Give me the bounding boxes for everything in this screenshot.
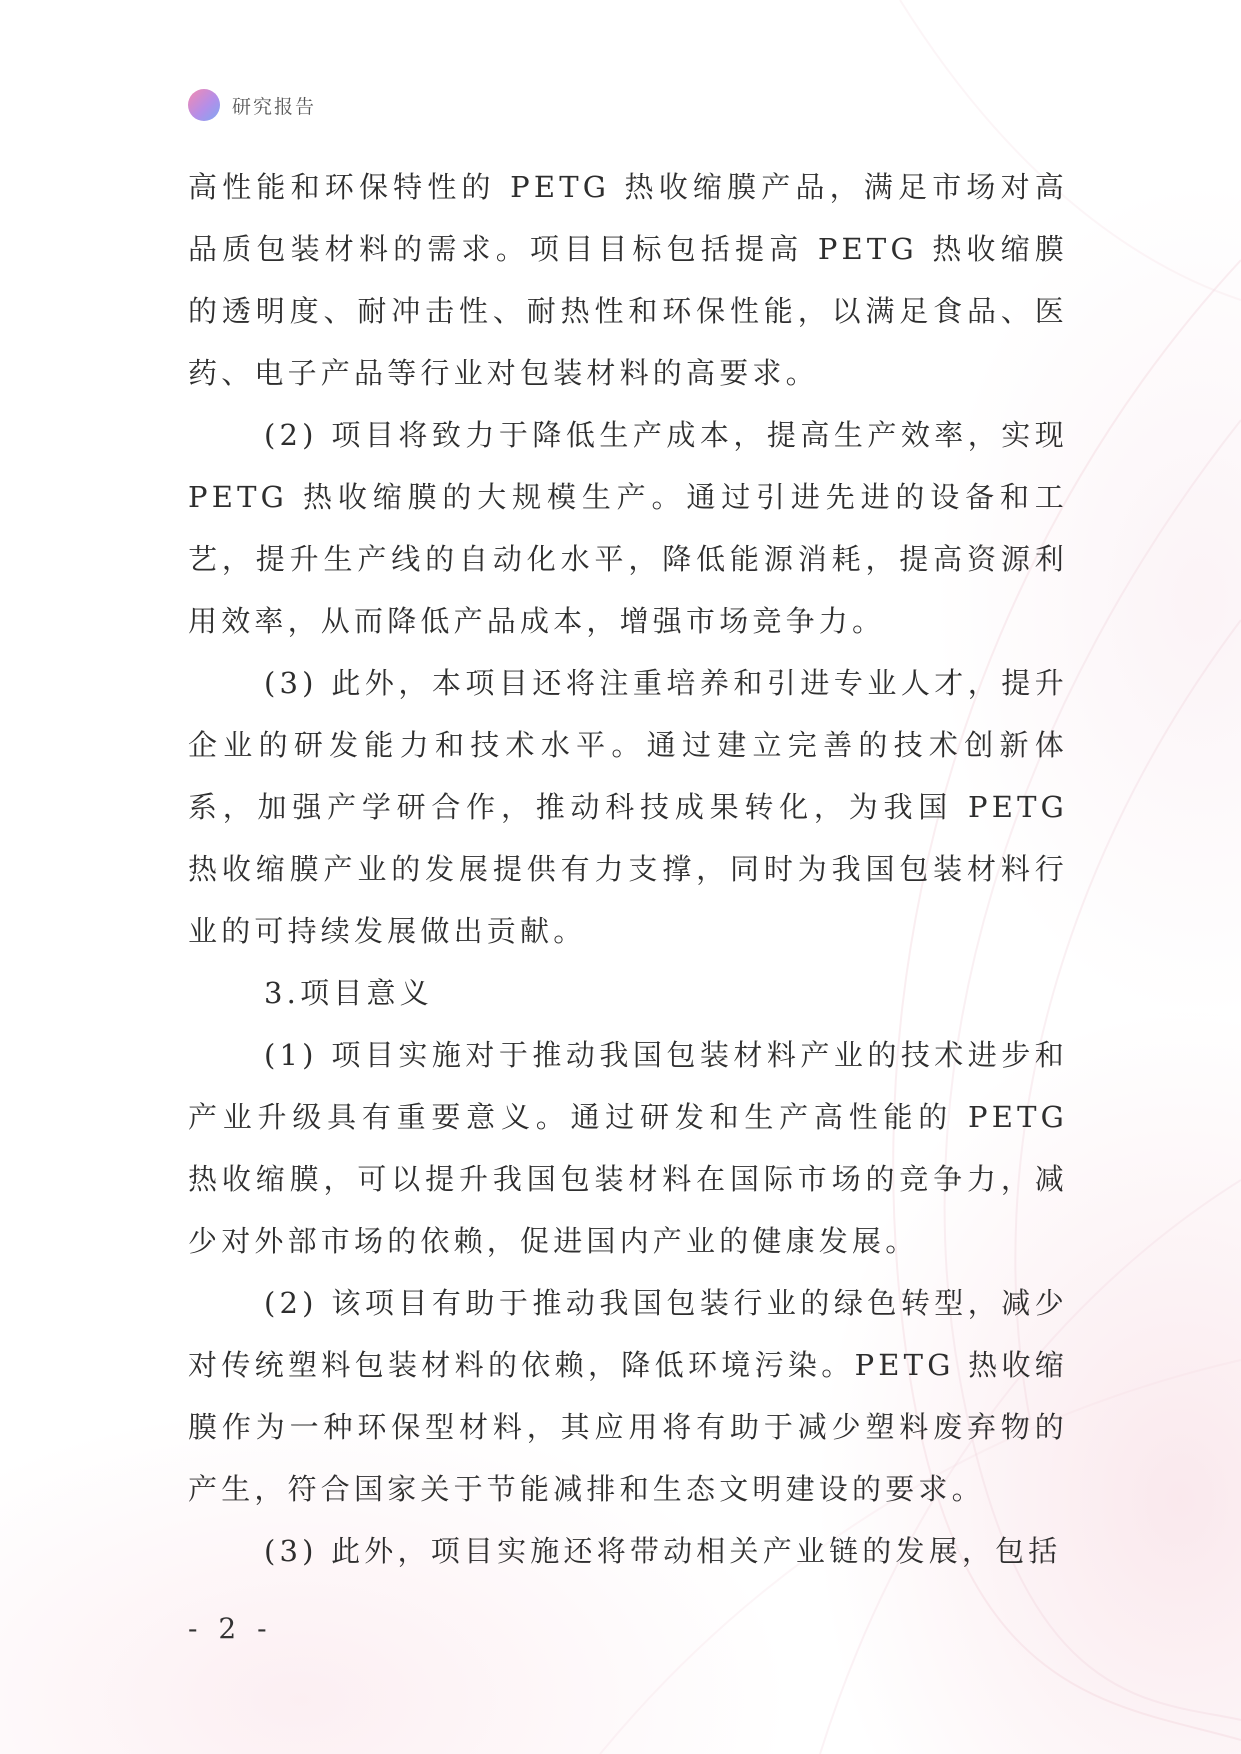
report-header	[188, 88, 316, 122]
page-number: - 2 -	[188, 1612, 273, 1645]
header-title: 研究报告	[232, 95, 317, 118]
paragraph-goal-3: (3) 此外，本项目还将注重培养和引进专业人才，提升企业的研发能力和技术水平。通过建立完善的技术创新体系，加强产学研合作，推动科技成果转化，为我国 PETG 热收缩膜产业的发展提供有力支撑，同时为我国包装材料行业的可持续发展做出贡献。	[188, 666, 1068, 948]
document-body	[188, 156, 1068, 1582]
logo-circle-icon	[188, 89, 220, 121]
paragraph-continuation: 高性能和环保特性的 PETG 热收缩膜产品，满足市场对高品质包装材料的需求。项目目标包括提高 PETG 热收缩膜的透明度、耐冲击性、耐热性和环保性能，以满足食品、医药、电子产品等行业对包装材料的高要求。	[188, 170, 1068, 390]
paragraph-significance-3: (3) 此外，项目实施还将带动相关产业链的发展，包括	[264, 1534, 1062, 1568]
paragraph-goal-2: (2) 项目将致力于降低生产成本，提高生产效率，实现 PETG 热收缩膜的大规模生产。通过引进先进的设备和工艺，提升生产线的自动化水平，降低能源消耗，提高资源利用效率，从而降低产品成本，增强市场竞争力。	[188, 418, 1068, 638]
paragraph-significance-2: (2) 该项目有助于推动我国包装行业的绿色转型，减少对传统塑料包装材料的依赖，降低环境污染。PETG 热收缩膜作为一种环保型材料，其应用将有助于减少塑料废弃物的产生，符合国家关于节能减排和生态文明建设的要求。	[188, 1286, 1068, 1506]
paragraph-significance-1: (1) 项目实施对于推动我国包装材料产业的技术进步和产业升级具有重要意义。通过研发和生产高性能的 PETG 热收缩膜，可以提升我国包装材料在国际市场的竞争力，减少对外部市场的依赖，促进国内产业的健康发展。	[188, 1038, 1068, 1258]
section-heading-significance: 3.项目意义	[264, 976, 433, 1010]
